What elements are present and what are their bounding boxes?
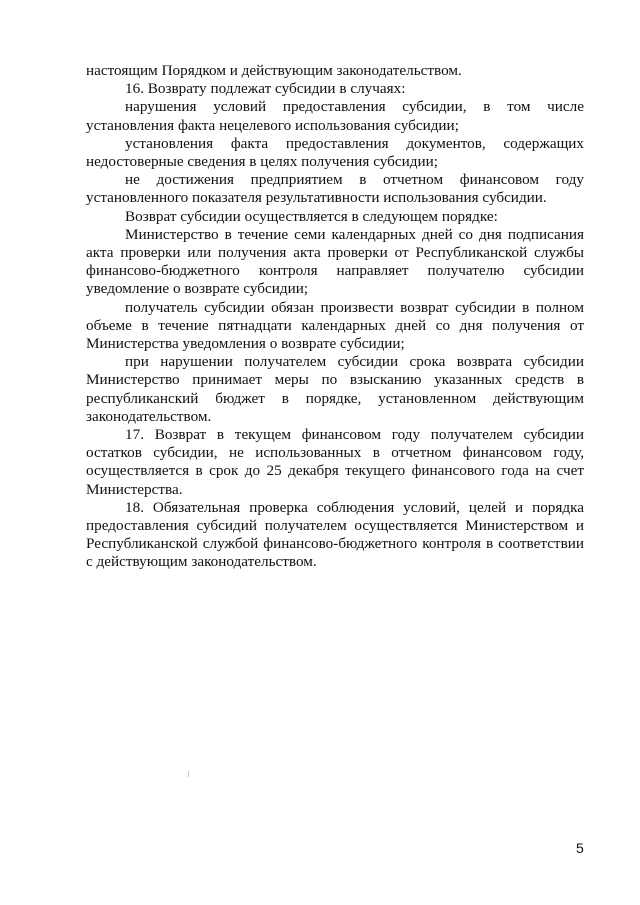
page-number: 5 xyxy=(576,840,584,856)
paragraph-enforcement: при нарушении получателем субсидии срока возврата субсидии Министерство принимает меры по взысканию указанных средств в республиканский бюджет в порядке, установленном действующим законодательством. xyxy=(86,353,584,425)
paragraph-clause-18: 18. Обязательная проверка соблюдения условий, целей и порядка предоставления субсидий получателем осуществляется Министерством и Республиканской службой финансово-бюджетного контроля в соответствии с действующим законодательством. xyxy=(86,498,584,571)
paragraph-return-procedure: Возврат субсидии осуществляется в следующем порядке: xyxy=(125,207,498,225)
document-body xyxy=(86,62,584,572)
paragraph-continuation: настоящим Порядком и действующим законодательством. xyxy=(86,62,462,79)
paragraph-case-violation: нарушения условий предоставления субсидии, в том числе установления факта нецелевого использования субсидии; xyxy=(86,98,584,134)
paragraph-clause-16: 16. Возврату подлежат субсидии в случаях: xyxy=(125,80,406,98)
paragraph-case-indicator: не достижения предприятием в отчетном финансовом году установленного показателя результативности использования субсидии. xyxy=(86,171,584,207)
paragraph-recipient-obligation: получатель субсидии обязан произвести возврат субсидии в полном объеме в течение пятнадцати календарных дней со дня получения от Министерства уведомления о возврате субсидии; xyxy=(86,298,584,353)
paragraph-clause-17: 17. Возврат в текущем финансовом году получателем субсидии остатков субсидии, не использованных в отчетном финансовом году, осуществляется в срок до 25 декабря текущего финансового года на счет Министерства. xyxy=(86,426,584,498)
scan-artifact xyxy=(188,771,189,777)
paragraph-case-false-documents: установления факта предоставления документов, содержащих недостоверные сведения в целях получения субсидии; xyxy=(86,134,584,171)
paragraph-ministry-notice: Министерство в течение семи календарных дней со дня подписания акта проверки или получения акта проверки от Республиканской службы финансово-бюджетного контроля направляет получателю субсидии уведомление о возврате субсидии; xyxy=(86,225,584,298)
